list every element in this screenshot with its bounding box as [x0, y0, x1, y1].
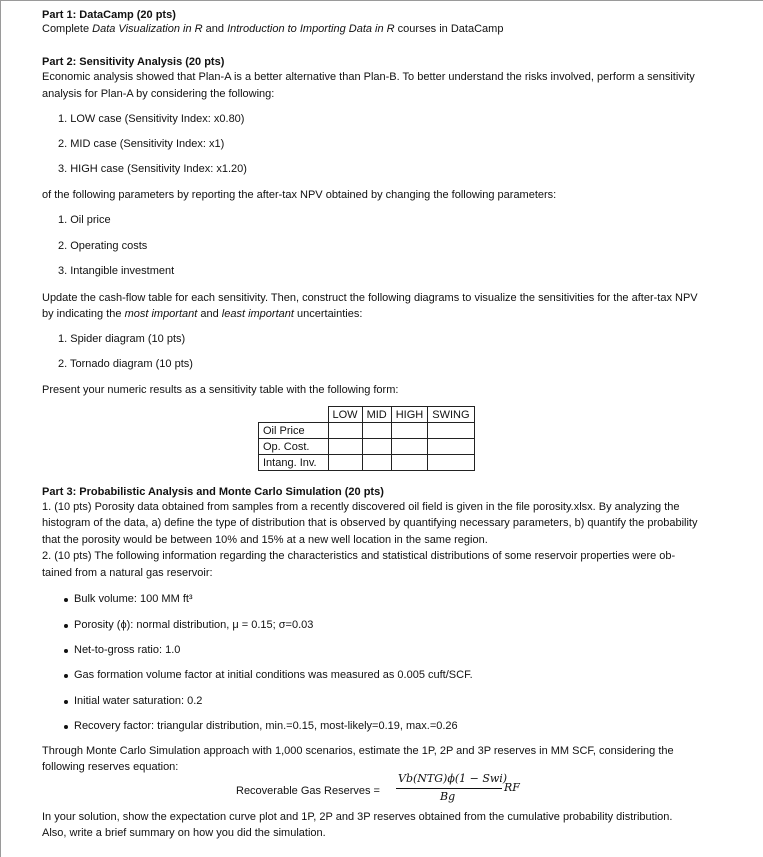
part1-heading: Part 1: DataCamp (20 pts): [42, 9, 176, 21]
solution-line1: In your solution, show the expectation curve plot and 1P, 2P and 3P reserves obtained from the cumulative probability distribution.: [42, 811, 673, 823]
q2-line1: 2. (10 pts) The following information regarding the characteristics and statistical distributions of some reservoir properties were ob-: [42, 550, 676, 562]
bullet-water-saturation: Initial water saturation: 0.2: [74, 695, 203, 707]
bullet-icon: [64, 725, 68, 729]
fraction-bar: [396, 788, 502, 789]
case-mid: 2. MID case (Sensitivity Index: x1): [58, 138, 225, 150]
table-header-swing: SWING: [428, 407, 474, 423]
formula-denominator: Bg: [440, 790, 456, 803]
bullet-gas-fvf: Gas formation volume factor at initial conditions was measured as 0.005 cuft/SCF.: [74, 669, 473, 681]
update-line2: by indicating the most important and least important uncertainties:: [42, 308, 363, 320]
mc-line2: following reserves equation:: [42, 761, 179, 773]
case-low: 1. LOW case (Sensitivity Index: x0.80): [58, 113, 245, 125]
present-line: Present your numeric results as a sensitivity table with the following form:: [42, 384, 399, 396]
table-cell: [362, 455, 391, 471]
params-intro: of the following parameters by reporting the after-tax NPV obtained by changing the following parameters:: [42, 189, 557, 201]
table-cell: [391, 455, 428, 471]
table-cell: [428, 439, 474, 455]
bullet-net-to-gross: Net-to-gross ratio: 1.0: [74, 644, 181, 656]
solution-line2: Also, write a brief summary on how you did the simulation.: [42, 827, 326, 839]
table-header-low: LOW: [328, 407, 362, 423]
bullet-icon: [64, 624, 68, 628]
case-high: 3. HIGH case (Sensitivity Index: x1.20): [58, 163, 247, 175]
formula-numerator: Vb(NTG)ϕ(1 − Swi): [398, 772, 508, 785]
q2-line2: tained from a natural gas reservoir:: [42, 567, 213, 579]
table-cell: [428, 455, 474, 471]
diagram-spider: 1. Spider diagram (10 pts): [58, 333, 186, 345]
update-line1: Update the cash-flow table for each sensitivity. Then, construct the following diagrams to visualize the sensitivities for the after-tax NPV: [42, 292, 698, 304]
bullet-icon: [64, 649, 68, 653]
least-important-emphasis: least important: [221, 308, 294, 320]
table-row-label: Intang. Inv.: [259, 455, 329, 471]
mc-line1: Through Monte Carlo Simulation approach with 1,000 scenarios, estimate the 1P, 2P and 3P reserves in MM SCF, considering the: [42, 745, 674, 757]
table-row: [259, 439, 475, 455]
table-header-high: HIGH: [391, 407, 428, 423]
page-border-left: [0, 0, 1, 857]
bullet-recovery-factor: Recovery factor: triangular distribution, min.=0.15, most-likely=0.19, max.=0.26: [74, 720, 458, 732]
part2-heading: Part 2: Sensitivity Analysis (20 pts): [42, 56, 225, 68]
table-row-label: Op. Cost.: [259, 439, 329, 455]
sensitivity-table: [258, 406, 475, 471]
table-corner: [259, 407, 329, 423]
q1-line3: that the porosity would be between 10% and 15% at a new well location in the same region.: [42, 534, 488, 546]
table-header-row: [259, 407, 475, 423]
param-intangible-investment: 3. Intangible investment: [58, 265, 175, 277]
table-header-mid: MID: [362, 407, 391, 423]
table-cell: [362, 423, 391, 439]
course-importing-data: Introduction to Importing Data in R: [227, 23, 395, 35]
table-cell: [428, 423, 474, 439]
most-important-emphasis: most important: [124, 308, 198, 320]
table-row-label: Oil Price: [259, 423, 329, 439]
table-row: [259, 455, 475, 471]
part3-heading: Part 3: Probabilistic Analysis and Monte Carlo Simulation (20 pts): [42, 486, 384, 498]
q1-line2: histogram of the data, a) define the type of distribution that is observed by quantifying necessary parameters, b) quantify the probability: [42, 517, 698, 529]
bullet-icon: [64, 598, 68, 602]
table-cell: [328, 455, 362, 471]
bullet-bulk-volume: Bulk volume: 100 MM ft³: [74, 593, 193, 605]
q1-line1: 1. (10 pts) Porosity data obtained from samples from a recently discovered oil field is given in the file porosity.xlsx. By analyzing the: [42, 501, 680, 513]
param-oil-price: 1. Oil price: [58, 214, 111, 226]
bullet-icon: [64, 674, 68, 678]
table-cell: [328, 439, 362, 455]
course-data-visualization: Data Visualization in R: [92, 23, 203, 35]
param-operating-costs: 2. Operating costs: [58, 240, 148, 252]
diagram-tornado: 2. Tornado diagram (10 pts): [58, 358, 193, 370]
table-row: [259, 423, 475, 439]
table-cell: [391, 439, 428, 455]
formula-suffix: RF: [504, 781, 520, 794]
part2-intro-line2: analysis for Plan-A by considering the following:: [42, 88, 275, 100]
part1-text: Complete Data Visualization in R and Introduction to Importing Data in R courses in DataCamp: [42, 23, 504, 35]
table-cell: [362, 439, 391, 455]
page-border-top: [0, 0, 763, 1]
bullet-porosity: Porosity (ϕ): normal distribution, μ = 0.15; σ=0.03: [74, 619, 314, 631]
table-cell: [328, 423, 362, 439]
part2-intro-line1: Economic analysis showed that Plan-A is a better alternative than Plan-B. To better understand the risks involved, perform a sensitivity: [42, 71, 695, 83]
formula-label: Recoverable Gas Reserves =: [236, 785, 380, 797]
table-cell: [391, 423, 428, 439]
bullet-icon: [64, 700, 68, 704]
